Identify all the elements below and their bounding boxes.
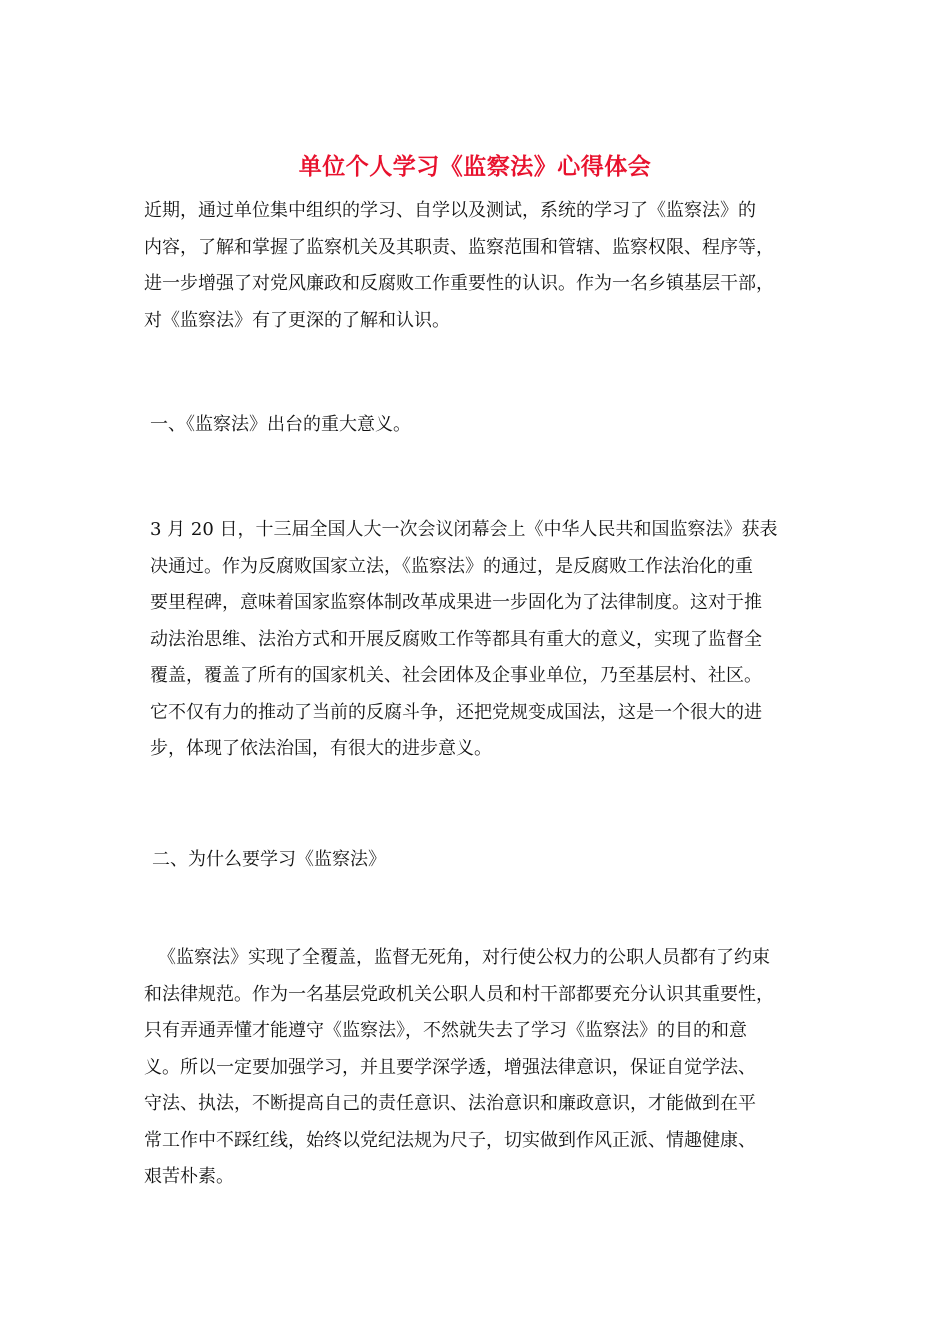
paragraph-line: 义。所以一定要加强学习，并且要学深学透，增强法律意识，保证自觉学法、 bbox=[144, 1056, 756, 1078]
section-1-paragraph bbox=[150, 512, 818, 768]
paragraph-line: 进一步增强了对党风廉政和反腐败工作重要性的认识。作为一名乡镇基层干部， bbox=[144, 273, 774, 294]
paragraph-line: 常工作中不踩红线，始终以党纪法规为尺子，切实做到作风正派、情趣健康、 bbox=[144, 1129, 756, 1151]
paragraph-line: 3 月 20 日，十三届全国人大一次会议闭幕会上《中华人民共和国监察法》获表 bbox=[150, 519, 778, 540]
paragraph-line: 内容，了解和掌握了监察机关及其职责、监察范围和管辖、监察权限、程序等， bbox=[144, 236, 774, 258]
paragraph-line: 近期，通过单位集中组织的学习、自学以及测试，系统的学习了《监察法》的 bbox=[144, 200, 756, 221]
paragraph-line: 只有弄通弄懂才能遵守《监察法》，不然就失去了学习《监察法》的目的和意 bbox=[144, 1020, 747, 1041]
paragraph-line: 动法治思维、法治方式和开展反腐败工作等都具有重大的意义，实现了监督全 bbox=[150, 628, 762, 650]
paragraph-line: 决通过。作为反腐败国家立法，《监察法》的通过，是反腐败工作法治化的重 bbox=[150, 555, 753, 577]
paragraph-line: 和法律规范。作为一名基层党政机关公职人员和村干部都要充分认识其重要性， bbox=[144, 983, 774, 1005]
paragraph-line: 覆盖，覆盖了所有的国家机关、社会团体及企事业单位，乃至基层村、社区。 bbox=[150, 665, 762, 686]
paragraph-line: 《监察法》实现了全覆盖，监督无死角，对行使公权力的公职人员都有了约束 bbox=[158, 947, 770, 968]
paragraph-line: 步，体现了依法治国，有很大的进步意义。 bbox=[150, 738, 492, 759]
paragraph-line: 它不仅有力的推动了当前的反腐斗争，还把党规变成国法，这是一个很大的进 bbox=[150, 701, 762, 723]
paragraph-line: 要里程碑，意味着国家监察体制改革成果进一步固化为了法律制度。这对于推 bbox=[150, 592, 762, 613]
section-heading-2: 二、为什么要学习《监察法》 bbox=[152, 849, 386, 870]
paragraph-line: 对《监察法》有了更深的了解和认识。 bbox=[144, 309, 450, 331]
section-2-paragraph bbox=[144, 940, 812, 1196]
intro-paragraph bbox=[144, 193, 812, 339]
paragraph-line: 艰苦朴素。 bbox=[144, 1166, 234, 1187]
document-title: 单位个人学习《监察法》心得体会 bbox=[298, 153, 652, 180]
section-heading-1: 一、《监察法》出台的重大意义。 bbox=[150, 414, 411, 435]
paragraph-line: 守法、执法，不断提高自己的责任意识、法治意识和廉政意识，才能做到在平 bbox=[144, 1093, 756, 1114]
